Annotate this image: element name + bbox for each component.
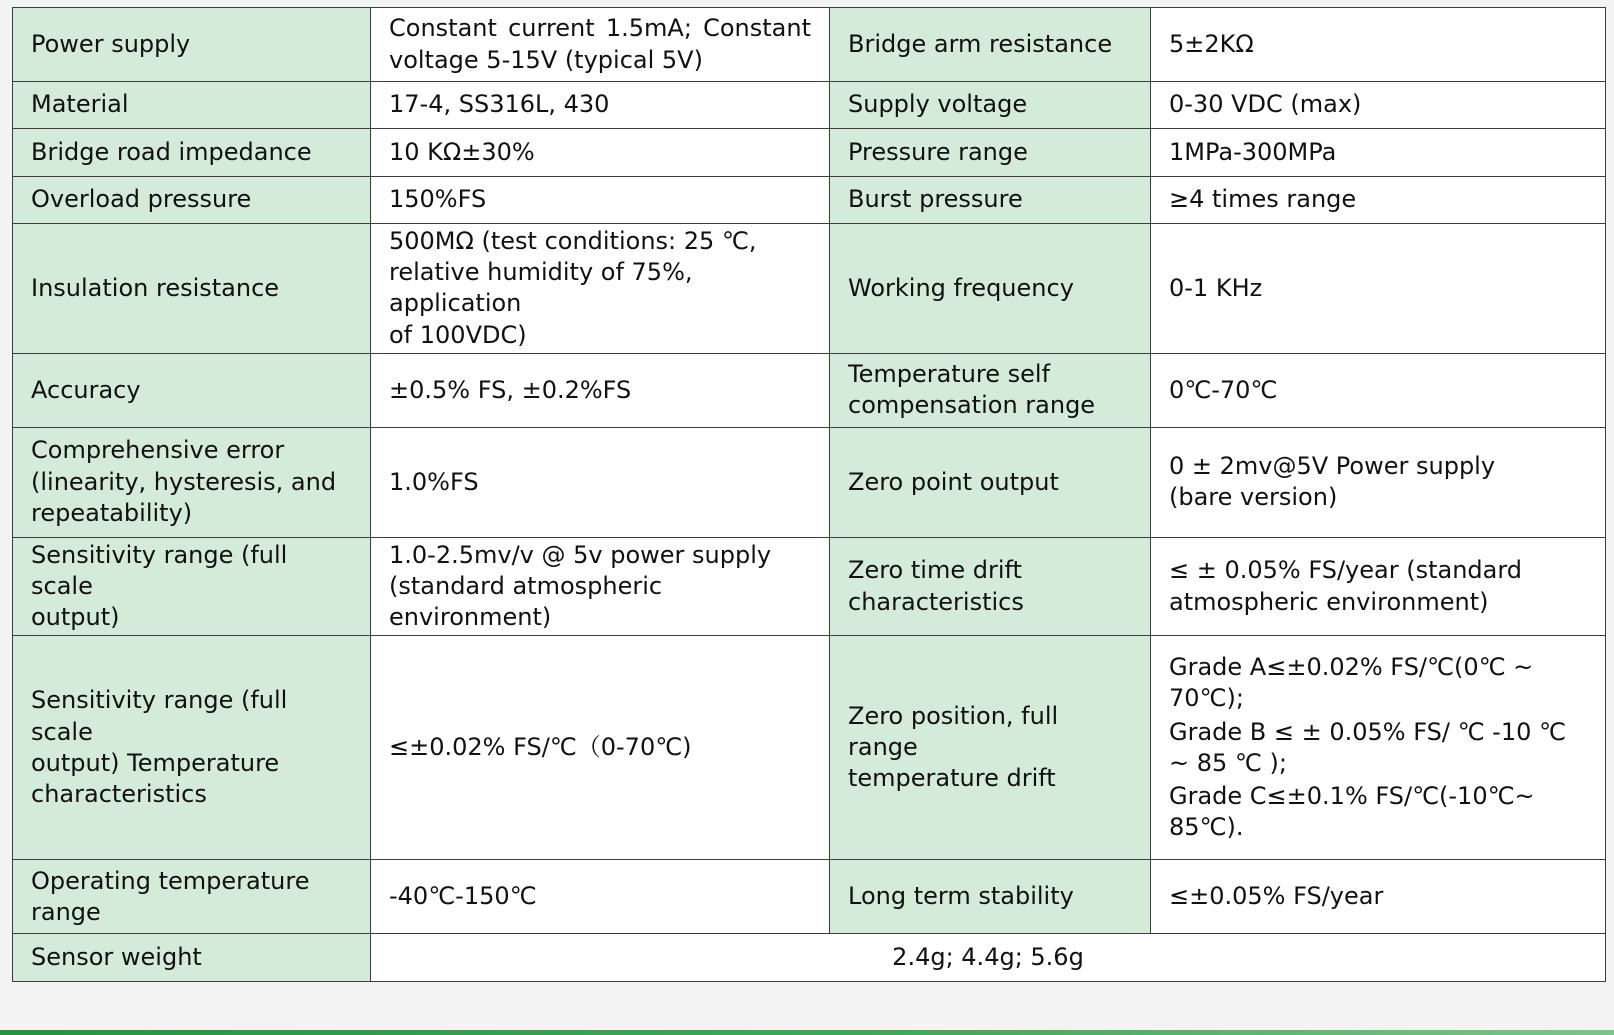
- row-value: 1MPa-300MPa: [1151, 129, 1606, 177]
- table-row: [13, 129, 1606, 177]
- row-value: -40℃-150℃: [371, 860, 830, 934]
- row-value: Constant current 1.5mA; Constant voltage 5-15V (typical 5V): [371, 8, 830, 82]
- row-label: Material: [13, 82, 371, 129]
- row-label: Bridge arm resistance: [830, 8, 1151, 82]
- row-value: 0 ± 2mv@5V Power supply (bare version): [1151, 427, 1606, 537]
- row-value: 0-1 KHz: [1151, 224, 1606, 354]
- table-row: [13, 82, 1606, 129]
- row-label: Operating temperature range: [13, 860, 371, 934]
- table-row: [13, 860, 1606, 934]
- table-row: [13, 353, 1606, 427]
- row-label: Zero time drift characteristics: [830, 537, 1151, 636]
- row-label: Comprehensive error (linearity, hysteresis, and repeatability): [13, 427, 371, 537]
- row-value: ≥4 times range: [1151, 177, 1606, 224]
- row-label: Bridge road impedance: [13, 129, 371, 177]
- row-label: Accuracy: [13, 353, 371, 427]
- grade-b-text: Grade B ≤ ± 0.05% FS/ ℃ -10 ℃ ~ 85 ℃ );: [1169, 717, 1566, 777]
- row-value: [1151, 636, 1606, 860]
- row-label: Working frequency: [830, 224, 1151, 354]
- row-value: 1.0-2.5mv/v @ 5v power supply (standard atmospheric environment): [371, 537, 830, 636]
- row-value: 150%FS: [371, 177, 830, 224]
- row-value: 0℃-70℃: [1151, 353, 1606, 427]
- specification-table: [12, 7, 1606, 982]
- row-value: ±0.5% FS, ±0.2%FS: [371, 353, 830, 427]
- row-label: Pressure range: [830, 129, 1151, 177]
- row-label: Sensitivity range (full scale output): [13, 537, 371, 636]
- row-value: 10 KΩ±30%: [371, 129, 830, 177]
- row-value: 0-30 VDC (max): [1151, 82, 1606, 129]
- row-label: Insulation resistance: [13, 224, 371, 354]
- row-label: Zero position, full range temperature drift: [830, 636, 1151, 860]
- table-row: [13, 177, 1606, 224]
- row-value: 17-4, SS316L, 430: [371, 82, 830, 129]
- row-label: Sensitivity range (full scale output) Temperature characteristics: [13, 636, 371, 860]
- table-row: [13, 636, 1606, 860]
- table-row: [13, 224, 1606, 354]
- table-row: [13, 427, 1606, 537]
- table-row: [13, 537, 1606, 636]
- row-label: Burst pressure: [830, 177, 1151, 224]
- bottom-accent-bar: [0, 1030, 1614, 1035]
- row-label: Zero point output: [830, 427, 1151, 537]
- row-value: 5±2KΩ: [1151, 8, 1606, 82]
- grade-a-text: Grade A≤±0.02% FS/℃(0℃ ~ 70℃);: [1169, 653, 1534, 713]
- row-value: 500MΩ (test conditions: 25 ℃, relative humidity of 75%, application of 100VDC): [371, 224, 830, 354]
- table-row: [13, 8, 1606, 82]
- row-value: ≤±0.02% FS/℃（0-70℃): [371, 636, 830, 860]
- row-label: Power supply: [13, 8, 371, 82]
- row-label: Overload pressure: [13, 177, 371, 224]
- row-label: Sensor weight: [13, 934, 371, 982]
- row-value: ≤ ± 0.05% FS/year (standard atmospheric environment): [1151, 537, 1606, 636]
- row-label: Supply voltage: [830, 82, 1151, 129]
- row-value: ≤±0.05% FS/year: [1151, 860, 1606, 934]
- row-value: 1.0%FS: [371, 427, 830, 537]
- row-value-merged: 2.4g; 4.4g; 5.6g: [371, 934, 1606, 982]
- row-label: Long term stability: [830, 860, 1151, 934]
- table-row: [13, 934, 1606, 982]
- row-label: Temperature self compensation range: [830, 353, 1151, 427]
- grade-c-text: Grade C≤±0.1% FS/℃(-10℃~ 85℃).: [1169, 782, 1535, 842]
